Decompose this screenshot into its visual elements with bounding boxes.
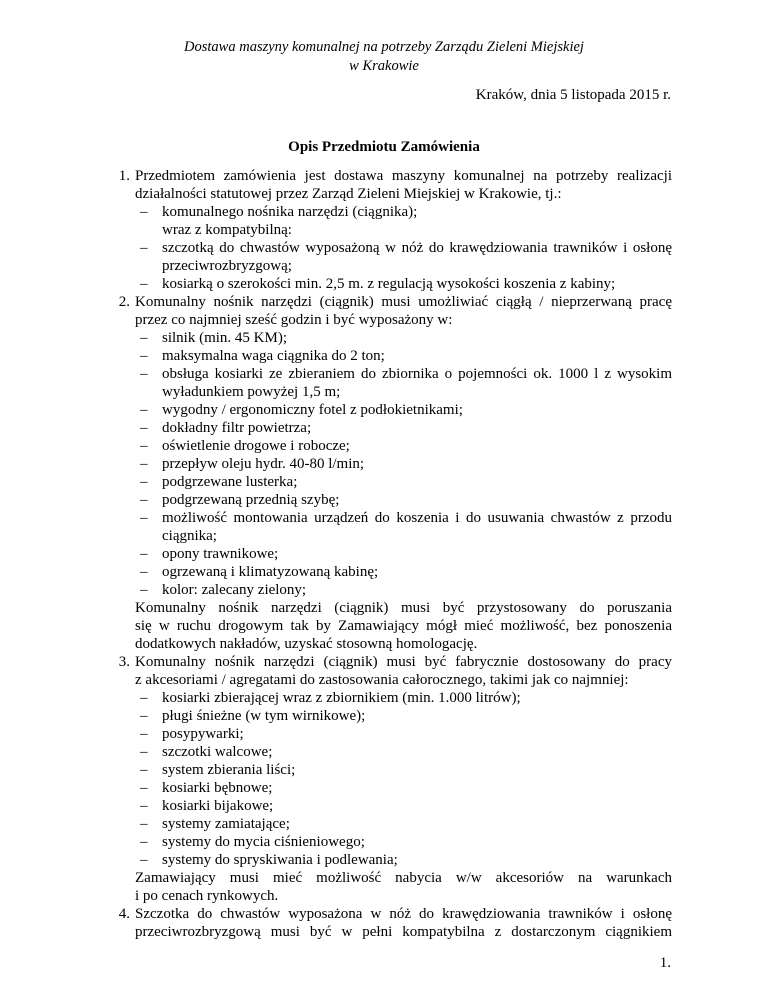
item-number: 1. <box>118 168 130 184</box>
bullet-line: kosiarki bijakowe; <box>162 798 274 814</box>
bullet-line: podgrzewane lusterka; <box>162 474 298 490</box>
bullet-dash: – <box>140 438 148 454</box>
bullet-dash: – <box>140 780 148 796</box>
bullet-line: ciągnika; <box>162 528 217 544</box>
header-line-2: w Krakowie <box>349 58 419 74</box>
bullet-line: możliwość montowania urządzeń do koszenia i do usuwania chwastów z przodu <box>162 510 672 526</box>
bullet-dash: – <box>140 348 148 364</box>
item-text-line: Komunalny nośnik narzędzi (ciągnik) musi być fabrycznie dostosowany do pracy <box>135 654 672 670</box>
bullet-dash: – <box>140 456 148 472</box>
bullet-dash: – <box>140 816 148 832</box>
document-date: Kraków, dnia 5 listopada 2015 r. <box>475 87 671 103</box>
item-text-line: Zamawiający musi mieć możliwość nabycia w/w akcesoriów na warunkach <box>135 870 672 886</box>
bullet-dash: – <box>140 798 148 814</box>
bullet-line: system zbierania liści; <box>162 762 296 778</box>
item-text-line: Przedmiotem zamówienia jest dostawa maszyny komunalnej na potrzeby realizacji <box>135 168 672 184</box>
bullet-line: silnik (min. 45 KM); <box>162 330 288 346</box>
bullet-line: podgrzewaną przednią szybę; <box>162 492 340 508</box>
bullet-line: obsługa kosiarki ze zbieraniem do zbiornika o pojemności ok. 1000 l z wysokim <box>162 366 672 382</box>
item-text-line: przeciwrozbryzgową musi być w pełni kompatybilna z dostarczonym ciągnikiem <box>135 924 672 940</box>
bullet-dash: – <box>140 276 148 292</box>
item-number: 2. <box>118 294 130 310</box>
item-text-line: Szczotka do chwastów wyposażona w nóż do krawędziowania trawników i osłonę <box>135 906 672 922</box>
bullet-line: systemy do spryskiwania i podlewania; <box>162 852 398 868</box>
bullet-line: przeciwrozbryzgową; <box>162 258 292 274</box>
bullet-line: szczotką do chwastów wyposażoną w nóż do krawędziowania trawników i osłonę <box>162 240 672 256</box>
bullet-dash: – <box>140 474 148 490</box>
header-line-1: Dostawa maszyny komunalnej na potrzeby Zarządu Zieleni Miejskiej <box>184 39 584 55</box>
bullet-dash: – <box>140 402 148 418</box>
bullet-dash: – <box>140 762 148 778</box>
item-text-line: dodatkowych nakładów, uzyskać stosowną homologację. <box>135 636 478 652</box>
document-title: Opis Przedmiotu Zamówienia <box>288 139 480 155</box>
bullet-line: przepływ oleju hydr. 40-80 l/min; <box>162 456 365 472</box>
bullet-line: kosiarką o szerokości min. 2,5 m. z regulacją wysokości koszenia z kabiny; <box>162 276 616 292</box>
bullet-line: systemy do mycia ciśnieniowego; <box>162 834 365 850</box>
bullet-dash: – <box>140 204 148 220</box>
bullet-line: szczotki walcowe; <box>162 744 273 760</box>
bullet-line: pługi śnieżne (w tym wirnikowe); <box>162 708 366 724</box>
bullet-line: maksymalna waga ciągnika do 2 ton; <box>162 348 385 364</box>
bullet-line: kolor: zalecany zielony; <box>162 582 307 598</box>
bullet-dash: – <box>140 330 148 346</box>
item-text-line: z akcesoriami / agregatami do zastosowania całorocznego, takimi jak co najmniej: <box>135 672 629 688</box>
bullet-dash: – <box>140 744 148 760</box>
bullet-dash: – <box>140 582 148 598</box>
bullet-line: ogrzewaną i klimatyzowaną kabinę; <box>162 564 379 580</box>
item-number: 3. <box>118 654 130 670</box>
item-text-line: Komunalny nośnik narzędzi (ciągnik) musi umożliwiać ciągłą / nieprzerwaną pracę <box>135 294 672 310</box>
bullet-dash: – <box>140 726 148 742</box>
bullet-dash: – <box>140 240 148 256</box>
bullet-dash: – <box>140 852 148 868</box>
item-text-line: i po cenach rynkowych. <box>135 888 279 904</box>
bullet-line: kosiarki bębnowe; <box>162 780 273 796</box>
bullet-line: oświetlenie drogowe i robocze; <box>162 438 350 454</box>
bullet-dash: – <box>140 492 148 508</box>
item-text-line: działalności statutowej przez Zarząd Zieleni Miejskiej w Krakowie, tj.: <box>135 186 562 202</box>
item-text-line: przez co najmniej sześć godzin i być wyposażony w: <box>135 312 453 328</box>
bullet-dash: – <box>140 834 148 850</box>
bullet-line: posypywarki; <box>162 726 244 742</box>
item-text-line: się w ruchu drogowym tak by Zamawiający mógł mieć możliwość, bez ponoszenia <box>135 618 672 634</box>
bullet-dash: – <box>140 708 148 724</box>
bullet-line: kosiarki zbierającej wraz z zbiornikiem (min. 1.000 litrów); <box>162 690 521 706</box>
item-text-line: Komunalny nośnik narzędzi (ciągnik) musi być przystosowany do poruszania <box>135 600 672 616</box>
bullet-dash: – <box>140 564 148 580</box>
bullet-line: wygodny / ergonomiczny fotel z podłokietnikami; <box>162 402 463 418</box>
bullet-dash: – <box>140 366 148 382</box>
bullet-line: wyładunkiem powyżej 1,5 m; <box>162 384 341 400</box>
item-number: 4. <box>118 906 130 922</box>
page-number: 1. <box>659 955 671 971</box>
bullet-line: opony trawnikowe; <box>162 546 279 562</box>
bullet-dash: – <box>140 690 148 706</box>
bullet-line: komunalnego nośnika narzędzi (ciągnika); <box>162 204 418 220</box>
bullet-dash: – <box>140 420 148 436</box>
bullet-line: dokładny filtr powietrza; <box>162 420 312 436</box>
bullet-dash: – <box>140 510 148 526</box>
bullet-line: wraz z kompatybilną: <box>162 222 292 238</box>
bullet-line: systemy zamiatające; <box>162 816 290 832</box>
bullet-dash: – <box>140 546 148 562</box>
